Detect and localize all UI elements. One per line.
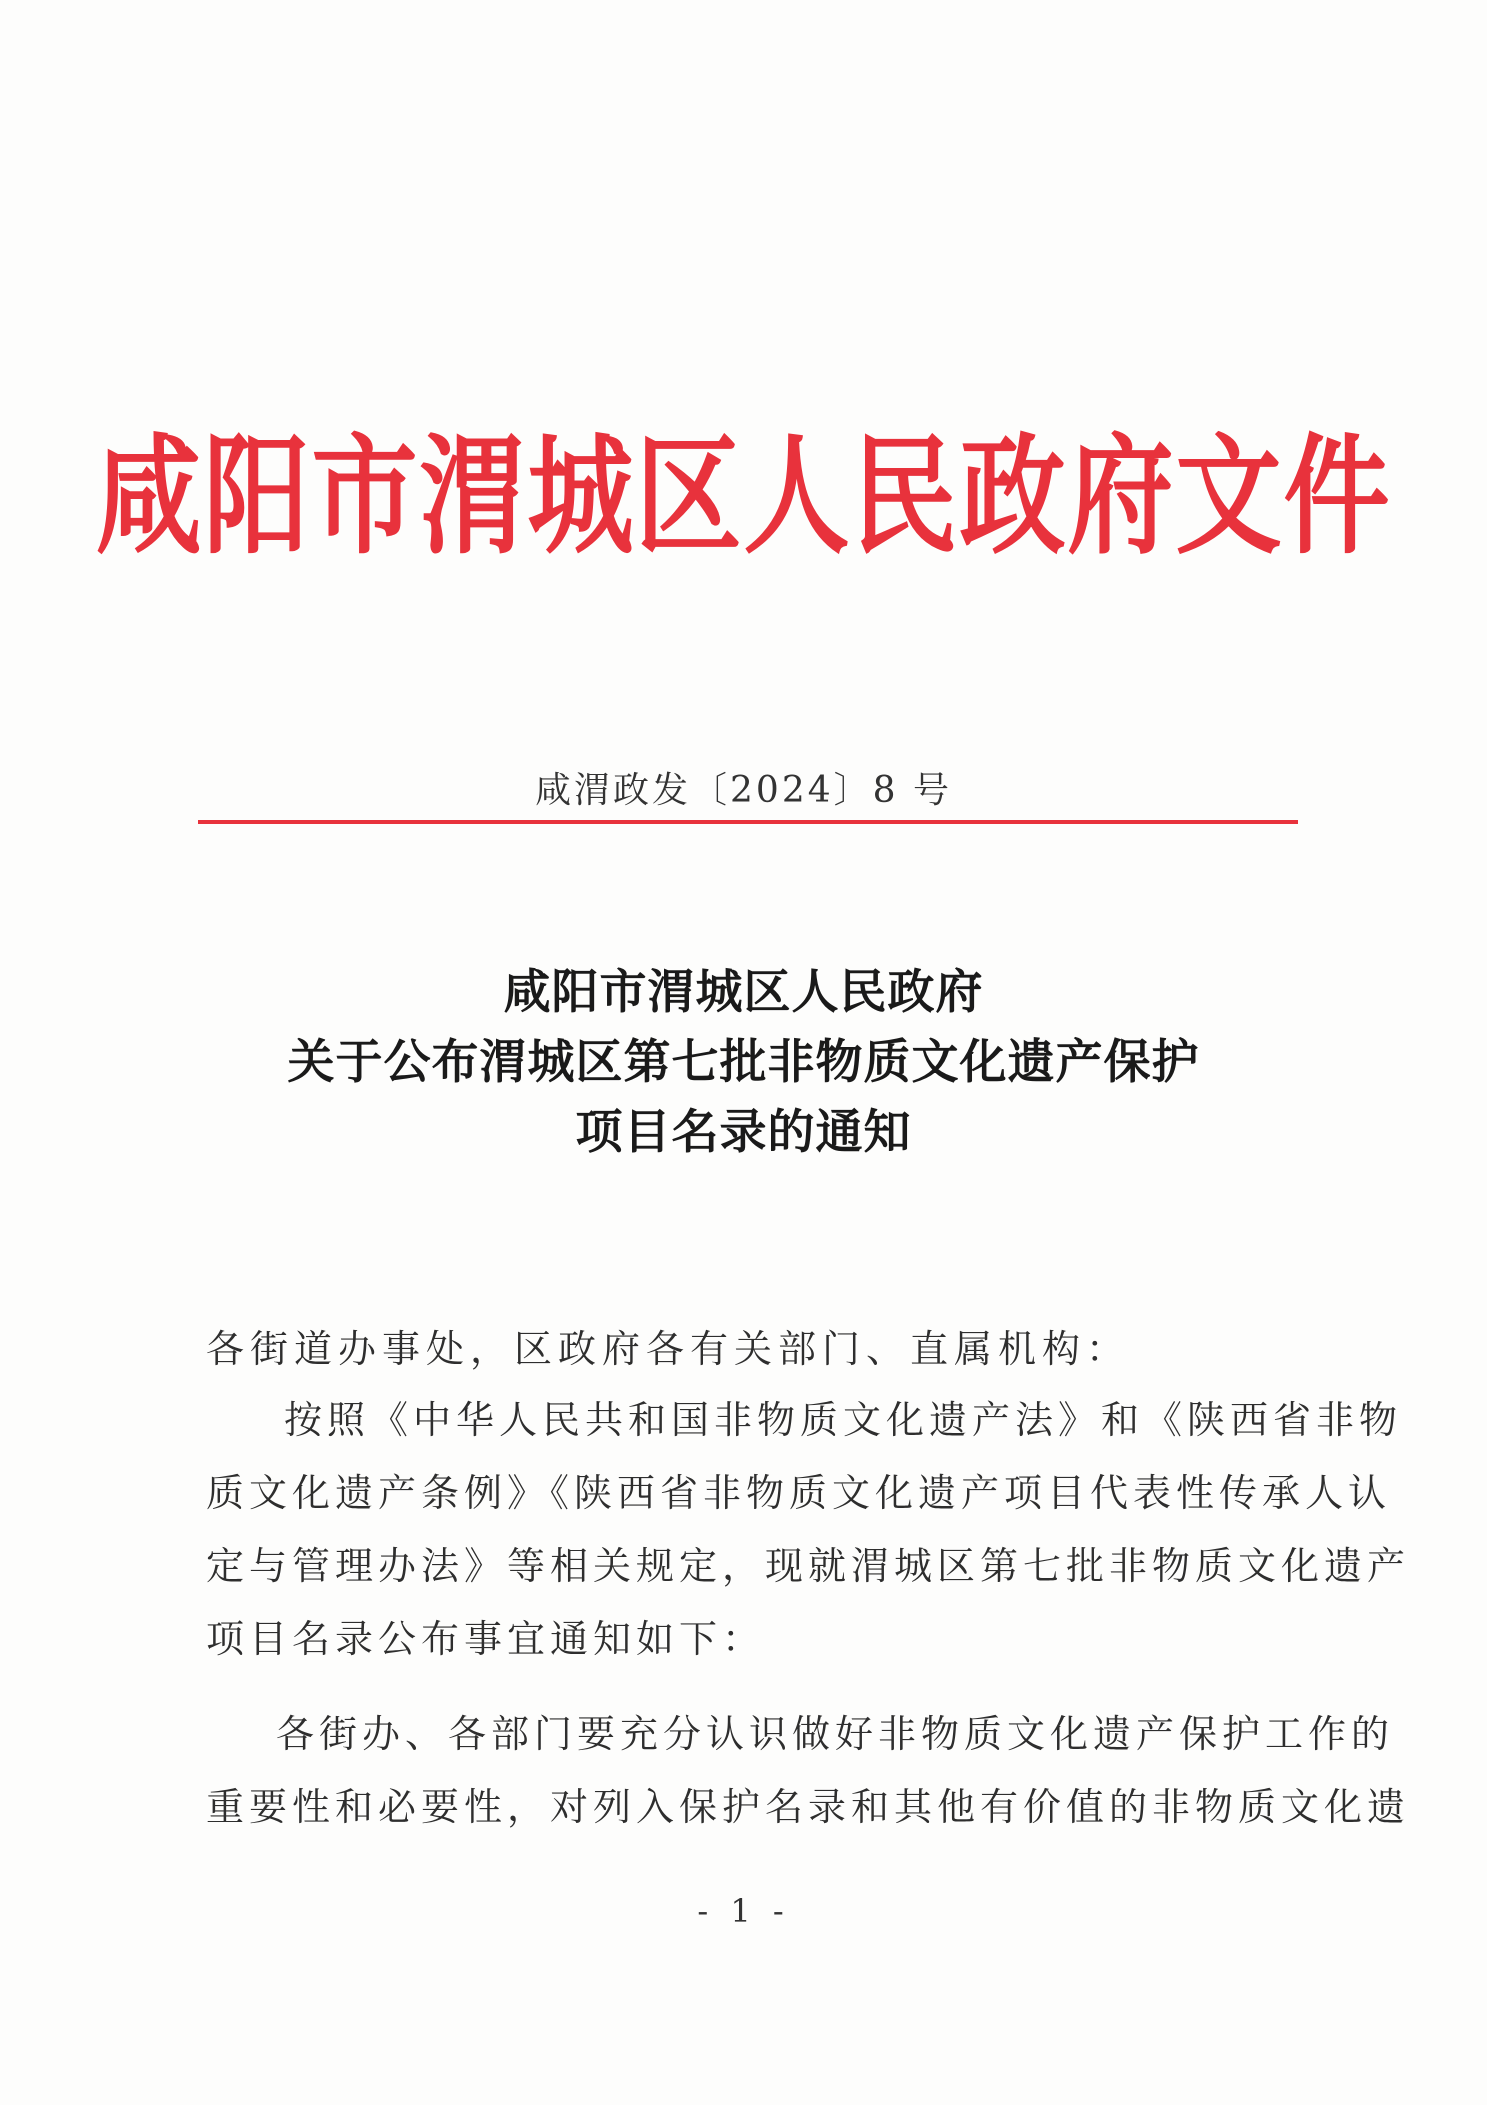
title-line-1: 咸阳市渭城区人民政府 xyxy=(503,965,984,1020)
paragraph-1-line: 质文化遗产条例》《陕西省非物质文化遗产项目代表性传承人认 xyxy=(206,1471,1392,1515)
paragraph-1-line: 定与管理办法》等相关规定，现就渭城区第七批非物质文化遗产 xyxy=(206,1544,1411,1588)
paragraph-2 xyxy=(206,1698,1411,1844)
paragraph-1 xyxy=(206,1384,1411,1676)
paragraph-1-line: 项目名录公布事宜通知如下： xyxy=(206,1617,766,1661)
issuer-header: 咸阳市渭城区人民政府文件 xyxy=(95,421,1392,572)
paragraph-1-line: 按照《中华人民共和国非物质文化遗产法》和《陕西省非物 xyxy=(284,1398,1403,1442)
title-line-3: 项目名录的通知 xyxy=(575,1105,912,1160)
document-number: 咸渭政发〔2024〕8 号 xyxy=(535,770,952,811)
document-title xyxy=(0,958,1487,1168)
salutation: 各街道办事处，区政府各有关部门、直属机构： xyxy=(206,1327,1131,1371)
page-number: - 1 - xyxy=(697,1892,790,1930)
title-line-2: 关于公布渭城区第七批非物质文化遗产保护 xyxy=(287,1035,1200,1090)
red-divider-line xyxy=(198,820,1298,824)
paragraph-2-line: 重要性和必要性，对列入保护名录和其他有价值的非物质文化遗 xyxy=(206,1785,1411,1829)
paragraph-2-line: 各街办、各部门要充分认识做好非物质文化遗产保护工作的 xyxy=(276,1712,1395,1756)
